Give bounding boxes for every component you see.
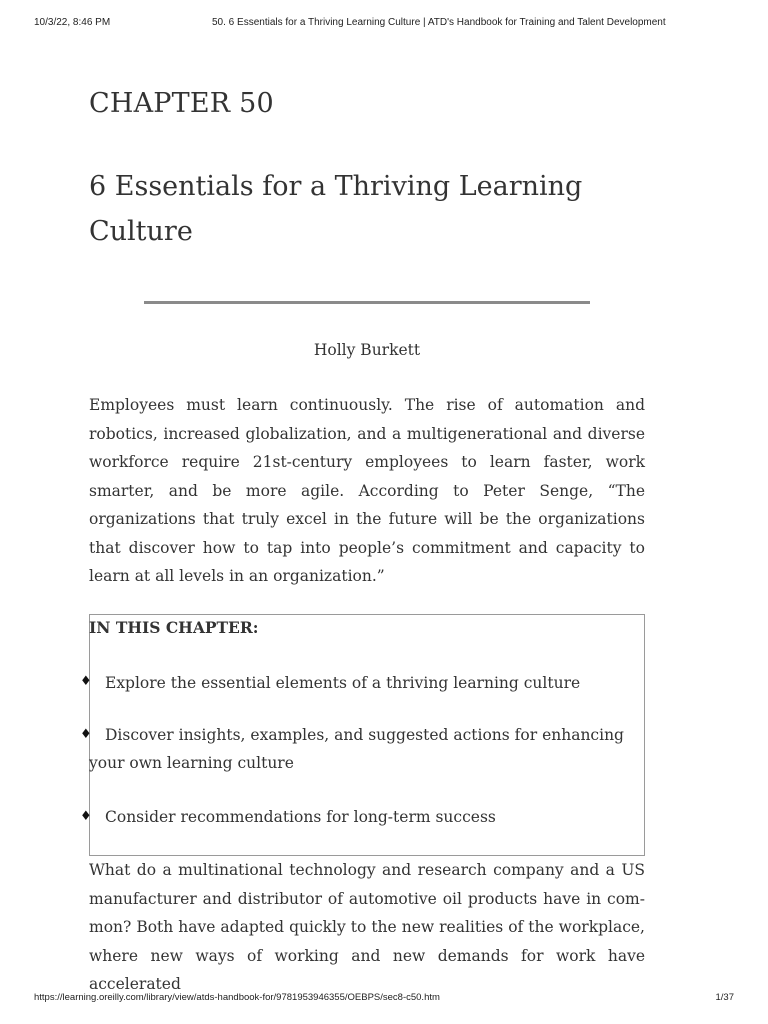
diamond-bullet-icon: ♦	[80, 809, 92, 824]
diamond-bullet-icon: ♦	[80, 727, 92, 742]
chapter-objective-text: Discover insights, examples, and suggested actions for enhancing your own learning culture	[89, 726, 624, 772]
print-footer	[34, 992, 734, 1006]
author-name: Holly Burkett	[313, 341, 421, 359]
chapter-objective-text: Explore the essential elements of a thriving learning culture	[105, 674, 581, 692]
print-page-indicator: 1/37	[715, 992, 734, 1003]
chapter-objective-item	[89, 721, 641, 777]
body-paragraph: What do a multinational technology and research company and a US manufacturer and distributor of automotive oil products have in com-mon? Both have adapted quickly to the new realities of the workplace, where new ways of working and new demands for work have accelerated	[89, 861, 645, 993]
in-this-chapter-heading: IN THIS CHAPTER:	[89, 618, 259, 637]
chapter-objective-item	[89, 669, 641, 697]
print-document-title: 50. 6 Essentials for a Thriving Learning Culture | ATD's Handbook for Training and Talent Development	[212, 17, 666, 28]
chapter-title: 6 Essentials for a Thriving Learning Culture	[89, 171, 583, 247]
print-datetime: 10/3/22, 8:46 PM	[34, 17, 111, 28]
chapter-objective-text: Consider recommendations for long-term success	[105, 808, 496, 826]
chapter-label: CHAPTER 50	[89, 88, 274, 119]
print-header	[34, 17, 734, 31]
chapter-objective-item	[89, 803, 641, 831]
diamond-bullet-icon: ♦	[80, 674, 92, 689]
intro-paragraph: Employees must learn continuously. The rise of automation and robotics, increased globalization, and a multigenerational and diverse workforce require 21st-century employees to learn faster, work smarter, and be more agile. According to Peter Senge, “The organizations that truly excel in the future will be the organizations that discover how to tap into people’s commitment and capacity to learn at all levels in an organization.”	[89, 396, 645, 585]
print-source-url: https://learning.oreilly.com/library/view/atds-handbook-for/9781953946355/OEBPS/sec8-c50.htm	[34, 992, 440, 1003]
title-divider	[144, 301, 590, 304]
